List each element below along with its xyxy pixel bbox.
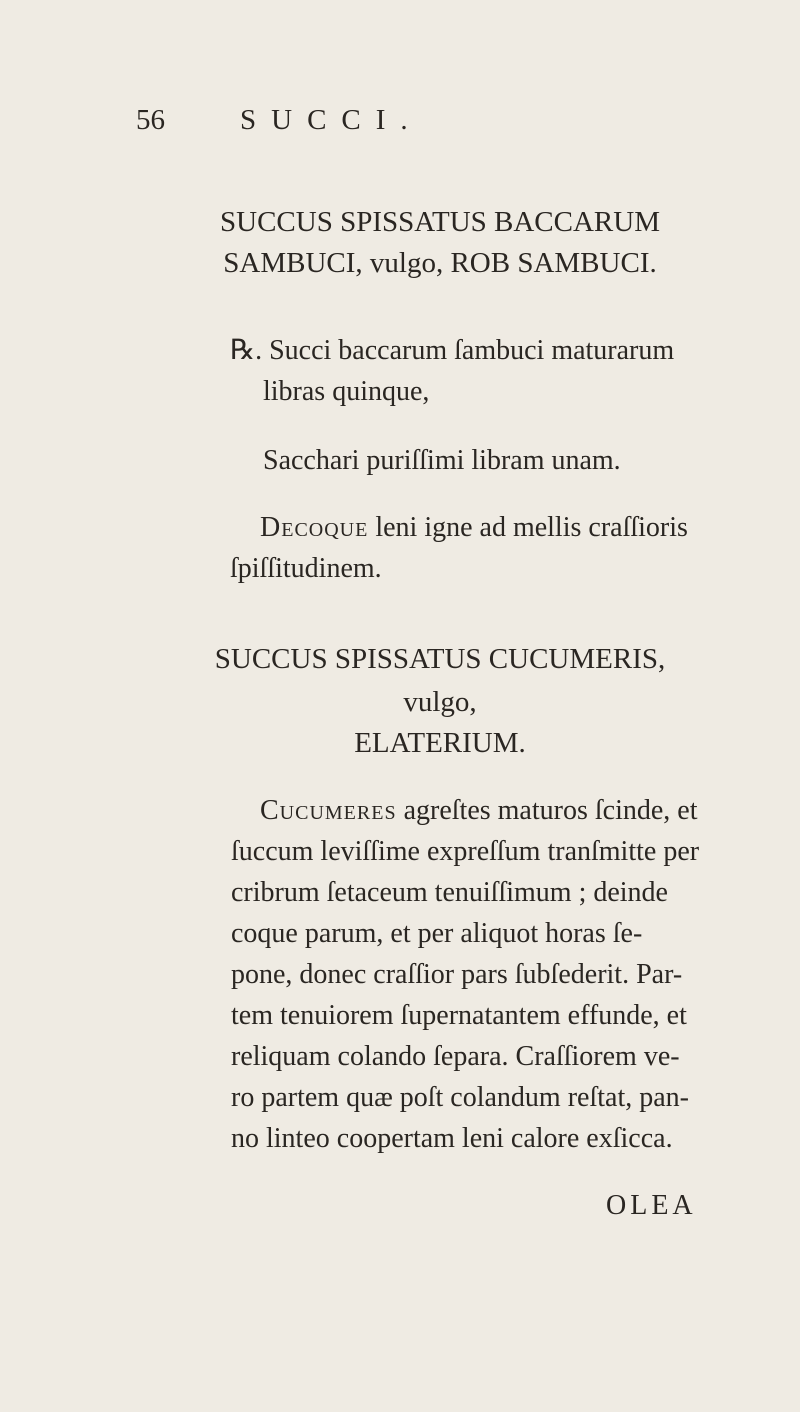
- running-title: SUCCI.: [240, 104, 423, 136]
- page-number: 56: [136, 104, 165, 136]
- elaterium-line-3: cribrum ſetaceum tenuiſſimum ; deinde: [231, 877, 668, 908]
- section-title-elaterium-line1: SUCCUS SPISSATUS CUCUMERIS,: [214, 643, 666, 675]
- elaterium-line-9: no linteo coopertam leni calore exſicca.: [231, 1123, 673, 1154]
- method-lead-word: Decoque: [260, 512, 369, 543]
- section-title-rob-sambuci-line1: SUCCUS SPISSATUS BACCARUM: [220, 206, 660, 238]
- recipe-line-2: libras quinque,: [263, 376, 430, 407]
- section-title-elaterium-line2: vulgo,: [403, 686, 477, 718]
- section-title-elaterium-line3: ELATERIUM.: [354, 727, 526, 759]
- catchword: OLEA: [606, 1190, 697, 1221]
- elaterium-line-2: ſuccum leviſſime expreſſum tranſmitte per: [231, 836, 700, 867]
- elaterium-line-5: pone, donec craſſior pars ſubſederit. Par-: [231, 959, 683, 990]
- section-title-rob-sambuci-line2: SAMBUCI, vulgo, ROB SAMBUCI.: [223, 247, 657, 279]
- method-line-1: [260, 507, 800, 548]
- recipe-line-1: ℞. Succi baccarum ſambuci maturarum: [230, 335, 675, 366]
- elaterium-line-8: ro partem quæ poſt colandum reſtat, pan-: [231, 1082, 689, 1113]
- elaterium-line-1-text: agreſtes maturos ſcinde, et: [396, 795, 698, 826]
- elaterium-line-1: [260, 790, 800, 831]
- recipe-line-3: Sacchari puriſſimi libram unam.: [263, 445, 621, 476]
- elaterium-line-6: tem tenuiorem ſupernatantem effunde, et: [231, 1000, 687, 1031]
- method-line-2: ſpiſſitudinem.: [230, 553, 382, 584]
- method-line-1-text: leni igne ad mellis craſſioris: [368, 512, 688, 543]
- elaterium-line-4: coque parum, et per aliquot horas ſe-: [231, 918, 643, 949]
- elaterium-lead-word: Cucumeres: [260, 795, 397, 826]
- elaterium-line-7: reliquam colando ſepara. Craſſiorem ve-: [231, 1041, 680, 1072]
